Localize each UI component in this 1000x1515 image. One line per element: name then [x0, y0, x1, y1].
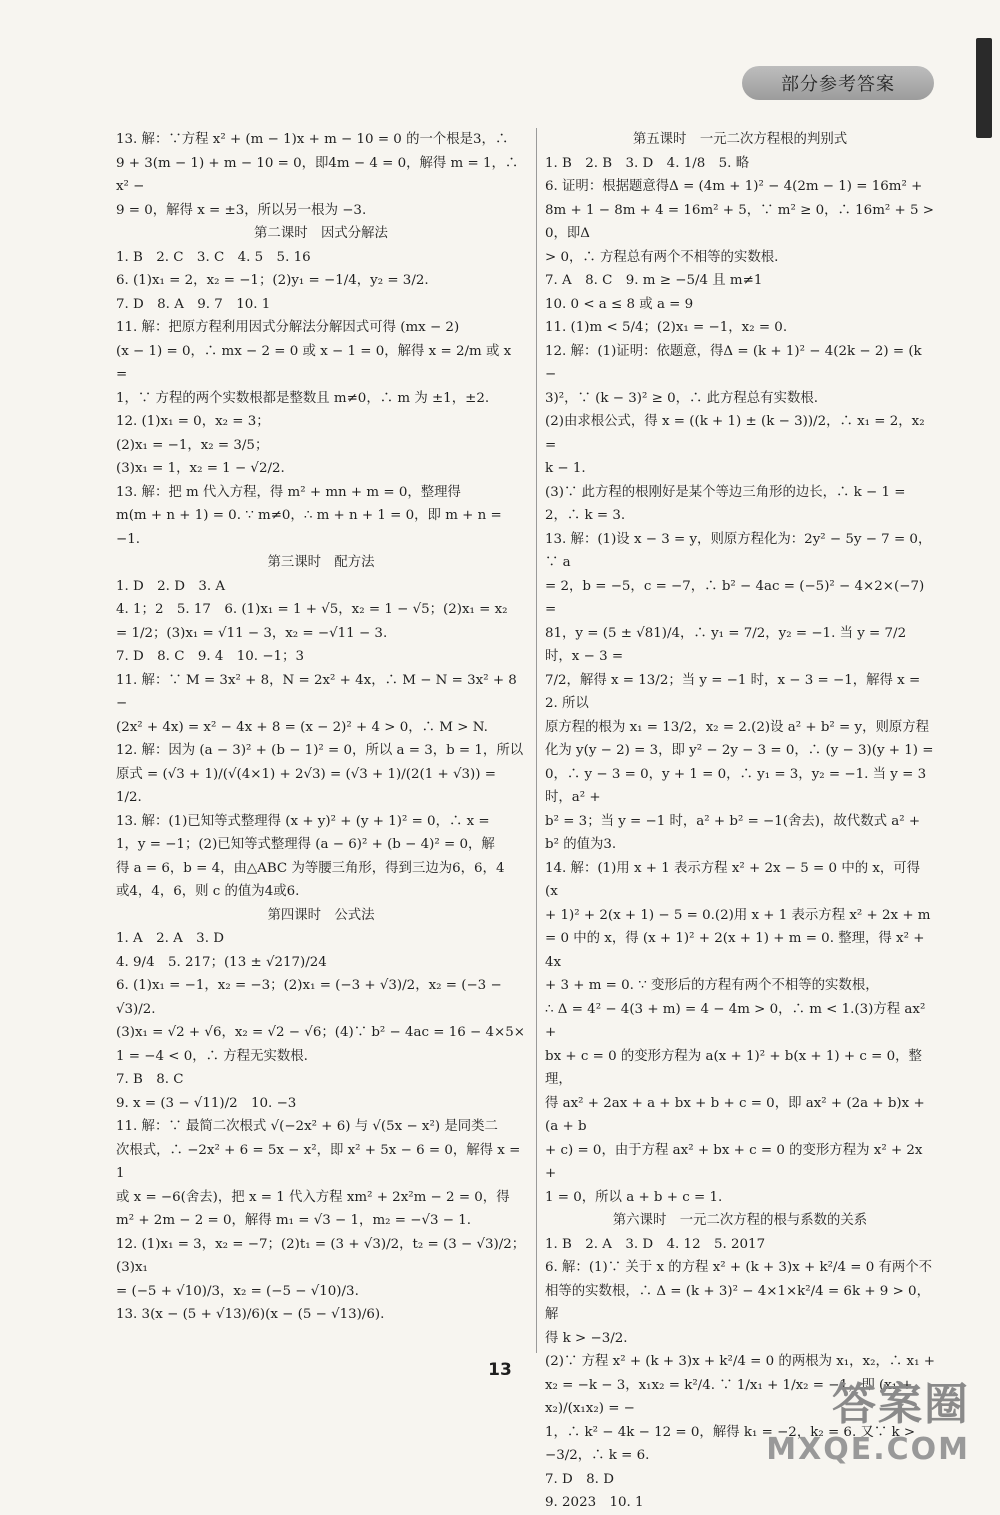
answer-line: 8m + 1 − 8m + 4 = 16m² + 5，∵ m² ≥ 0，∴ 16m² + 5 > 0，即Δ [545, 202, 934, 241]
answer-line: (x − 1) = 0，∴ mx − 2 = 0 或 x − 1 = 0，解得 x = 2/m 或 x = [116, 343, 512, 382]
answer-line: = 0 中的 x，得 (x + 1)² + 2(x + 1) + m = 0. 整理，得 x² + 4x [545, 931, 925, 970]
answer-line: + c) = 0，由于方程 ax² + bx + c = 0 的变形方程为 x² + 2x + [545, 1142, 923, 1181]
answer-line: k − 1. [545, 461, 586, 476]
answer-line: 11. 解：把原方程利用因式分解法分解因式可得 (mx − 2) [116, 320, 460, 335]
column-divider [536, 128, 537, 1353]
answer-line: + 3 + m = 0. ∵ 变形后的方程有两个不相等的实数根， [545, 978, 879, 993]
section-title: 第五课时 一元二次方程根的判别式 [632, 132, 848, 147]
answer-line: 6. 解：(1)∵ 关于 x 的方程 x² + (k + 3)x + k²/4 = 0 有两个不 [545, 1260, 933, 1275]
answer-line: (2)由求根公式，得 x = ((k + 1) ± (k − 3))/2，∴ x₁ = 2，x₂ = [545, 414, 925, 453]
answer-line: 1，∵ 方程的两个实数根都是整数且 m≠0，∴ m 为 ±1，±2. [116, 390, 490, 406]
answer-line: 7/2，解得 x = 13/2；当 y = −1 时，x − 3 = −1，解得 x = 2. 所以 [545, 672, 921, 711]
answer-line: (3)x₁ = √2 + √6，x₂ = √2 − √6；(4)∵ b² − 4ac = 16 − 4×5× [116, 1025, 526, 1040]
answer-line: 1. B 2. B 3. D 4. 1/8 5. 略 [545, 155, 750, 171]
answer-line: 化为 y(y − 2) = 3，即 y² − 2y − 3 = 0，∴ (y − 3)(y + 1) = [545, 743, 934, 758]
answer-line: ∴ Δ = 4² − 4(3 + m) = 4 − 4m > 0，∴ m < 1.(3)方程 ax² + [545, 1001, 926, 1040]
section-header-tab [742, 66, 934, 100]
answer-line: 12. 解：(1)证明：依题意，得Δ = (k + 1)² − 4(2k − 2) = (k − [545, 343, 922, 382]
section-header-label: 部分参考答案 [781, 74, 895, 95]
answer-line: 次根式，∴ −2x² + 6 = 5x − x²，即 x² + 5x − 6 = 0，解得 x = 1 [116, 1142, 521, 1181]
watermark-text-bottom: MXQE.COM [766, 1432, 970, 1467]
right-answer-column [545, 128, 935, 1515]
left-answer-column [116, 128, 526, 1327]
watermark-logo [766, 1368, 970, 1467]
answer-line: 相等的实数根，∴ Δ = (k + 3)² − 4×1×k²/4 = 6k + 9 > 0，解 [545, 1283, 930, 1322]
answer-line: (2)∵ 方程 x² + (k + 3)x + k²/4 = 0 的两根为 x₁，x₂，∴ x₁ + [545, 1354, 935, 1369]
answer-line: 1，∴ k² − 4k − 12 = 0，解得 k₁ = −2，k₂ = 6. 又∵ k > [545, 1424, 916, 1440]
page-edge-marker [976, 38, 992, 138]
answer-line: 或4，4，6，则 c 的值为4或6. [116, 884, 300, 899]
answer-line: (2x² + 4x) = x² − 4x + 8 = (x − 2)² + 4 > 0，∴ M > N. [116, 719, 488, 735]
answer-line: 或 x = −6(舍去)，把 x = 1 代入方程 xm² + 2x²m − 2 = 0，得 [116, 1189, 510, 1205]
answer-line: (2)x₁ = −1，x₂ = 3/5； [116, 437, 269, 453]
answer-line: 81，y = (5 ± √81)/4，∴ y₁ = 7/2，y₂ = −1. 当 y = 7/2 时，x − 3 = [545, 625, 907, 664]
answer-line: 9 = 0，解得 x = ±3，所以另一根为 −3. [116, 202, 367, 218]
answer-line: 12. 解：因为 (a − 3)² + (b − 1)² = 0，所以 a = 3，b = 1，所以 [116, 743, 524, 758]
answer-line: 12. (1)x₁ = 0，x₂ = 3； [116, 414, 270, 429]
answer-line: −3/2，∴ k = 6. [545, 1448, 650, 1463]
answer-line: (3)x₁ = 1，x₂ = 1 − √2/2. [116, 461, 285, 476]
answer-line: 1. D 2. D 3. A [116, 578, 226, 594]
answer-line: 2，∴ k = 3. [545, 508, 626, 523]
answer-line: = 1/2；(3)x₁ = √11 − 3，x₂ = −√11 − 3. [116, 625, 388, 641]
answer-line: 3)²，∵ (k − 3)² ≥ 0，∴ 此方程总有实数根. [545, 390, 819, 406]
answer-line: 11. 解：∵ 最简二次根式 √(−2x² + 6) 与 √(5x − x²) 是同类二 [116, 1119, 498, 1134]
answer-line: 0，∴ y − 3 = 0，y + 1 = 0，∴ y₁ = 3，y₂ = −1. 当 y = 3 时，a² + [545, 766, 927, 805]
page-number: 13 [488, 1360, 512, 1380]
section-title: 第三课时 配方法 [267, 555, 375, 570]
answer-line: 1 = 0，所以 a + b + c = 1. [545, 1189, 723, 1205]
answer-line: 9 + 3(m − 1) + m − 10 = 0，即4m − 4 = 0，解得 m = 1，∴ x² − [116, 155, 519, 194]
answer-line: 1. A 2. A 3. D [116, 931, 224, 946]
section-title: 第二课时 因式分解法 [254, 226, 388, 241]
section-title: 第四课时 公式法 [267, 907, 375, 923]
answer-line: 7. D 8. D [545, 1471, 614, 1487]
answer-line: 13. 解：把 m 代入方程，得 m² + mn + m = 0，整理得 [116, 484, 461, 500]
answer-line: 14. 解：(1)用 x + 1 表示方程 x² + 2x − 5 = 0 中的 x，可得 (x [545, 860, 921, 899]
answer-line: 得 ax² + 2ax + a + bx + b + c = 0，即 ax² + (2a + b)x + (a + b [545, 1095, 925, 1134]
answer-line: x₂ = −k − 3，x₁x₂ = k²/4. ∵ 1/x₁ + 1/x₂ = −1，即 (x₁ + x₂)/(x₁x₂) = − [545, 1377, 913, 1416]
answer-line: 7. B 8. C [116, 1072, 184, 1087]
answer-line: 7. A 8. C 9. m ≥ −5/4 且 m≠1 [545, 273, 763, 288]
answer-line: = (−5 + √10)/3，x₂ = (−5 − √10)/3. [116, 1283, 359, 1299]
answer-line: b² = 3；当 y = −1 时，a² + b² = −1(舍去)，故代数式 a² + [545, 813, 921, 829]
answer-line: (3)∵ 此方程的根刚好是某个等边三角形的边长，∴ k − 1 = [545, 484, 906, 500]
answer-line: 1，y = −1；(2)已知等式整理得 (a − 6)² + (b − 4)² = 0，解 [116, 837, 495, 852]
answer-line: > 0，∴ 方程总有两个不相等的实数根. [545, 249, 779, 265]
answer-line: 9. x = (3 − √11)/2 10. −3 [116, 1095, 297, 1111]
answer-line: 得 a = 6，b = 4，由△ABC 为等腰三角形，得到三边为6，6，4 [116, 860, 505, 876]
answer-line: 4. 1；2 5. 17 6. (1)x₁ = 1 + √5，x₂ = 1 − √5；(2)x₁ = x₂ [116, 602, 508, 617]
answer-line: 9. 2023 10. 1 [545, 1495, 644, 1510]
answer-line: 13. 3(x − (5 + √13)/6)(x − (5 − √13)/6). [116, 1307, 385, 1322]
answer-line: b² 的值为3. [545, 837, 617, 852]
answer-line: m(m + n + 1) = 0. ∵ m≠0，∴ m + n + 1 = 0，即 m + n = −1. [116, 508, 502, 547]
answer-line: 13. 解：∵方程 x² + (m − 1)x + m − 10 = 0 的一个根是3，∴ [116, 132, 509, 147]
answer-line: 10. 0 < a ≤ 8 或 a = 9 [545, 296, 694, 312]
answer-line: 7. D 8. C 9. 4 10. −1；3 [116, 649, 304, 664]
answer-line: 11. (1)m < 5/4；(2)x₁ = −1，x₂ = 0. [545, 320, 788, 335]
answer-line: 1. B 2. C 3. C 4. 5 5. 16 [116, 249, 311, 265]
answer-line: 原式 = (√3 + 1)/(√(4×1) + 2√3) = (√3 + 1)/(2(1 + √3)) = 1/2. [116, 766, 496, 805]
answer-line: 6. (1)x₁ = 2，x₂ = −1；(2)y₁ = −1/4，y₂ = 3/2. [116, 273, 429, 288]
answer-line: + 1)² + 2(x + 1) − 5 = 0.(2)用 x + 1 表示方程 x² + 2x + m [545, 907, 931, 923]
answer-line: 1. B 2. A 3. D 4. 12 5. 2017 [545, 1236, 766, 1252]
answer-line: m² + 2m − 2 = 0，解得 m₁ = √3 − 1，m₂ = −√3 − 1. [116, 1213, 472, 1228]
watermark-text-top: 答案圈 [832, 1379, 970, 1430]
answer-line: 6. 证明：根据题意得Δ = (4m + 1)² − 4(2m − 1) = 16m² + [545, 179, 923, 194]
section-title: 第六课时 一元二次方程的根与系数的关系 [612, 1213, 868, 1228]
answer-line: 1 = −4 < 0，∴ 方程无实数根. [116, 1048, 308, 1064]
answer-line: 13. 解：(1)已知等式整理得 (x + y)² + (y + 1)² = 0，∴ x = [116, 813, 490, 829]
answer-line: 12. (1)x₁ = 3，x₂ = −7；(2)t₁ = (3 + √3)/2，t₂ = (3 − √3)/2；(3)x₁ [116, 1236, 526, 1275]
answer-line: 7. D 8. A 9. 7 10. 1 [116, 296, 271, 312]
answer-line: 4. 9/4 5. 217；(13 ± √217)/24 [116, 954, 327, 970]
answer-line: 13. 解：(1)设 x − 3 = y，则原方程化为：2y² − 5y − 7 = 0，∵ a [545, 531, 932, 570]
answer-line: 11. 解：∵ M = 3x² + 8，N = 2x² + 4x，∴ M − N = 3x² + 8 − [116, 672, 517, 711]
answer-line: 原方程的根为 x₁ = 13/2，x₂ = 2.(2)设 a² + b² = y，则原方程 [545, 719, 930, 735]
answer-line: = 2，b = −5，c = −7，∴ b² − 4ac = (−5)² − 4×2×(−7) = [545, 578, 925, 617]
answer-line: bx + c = 0 的变形方程为 a(x + 1)² + b(x + 1) + c = 0，整理， [545, 1048, 922, 1087]
answer-line: 得 k > −3/2. [545, 1330, 628, 1346]
answer-line: 6. (1)x₁ = −1，x₂ = −3；(2)x₁ = (−3 + √3)/2，x₂ = (−3 − √3)/2. [116, 978, 502, 1017]
